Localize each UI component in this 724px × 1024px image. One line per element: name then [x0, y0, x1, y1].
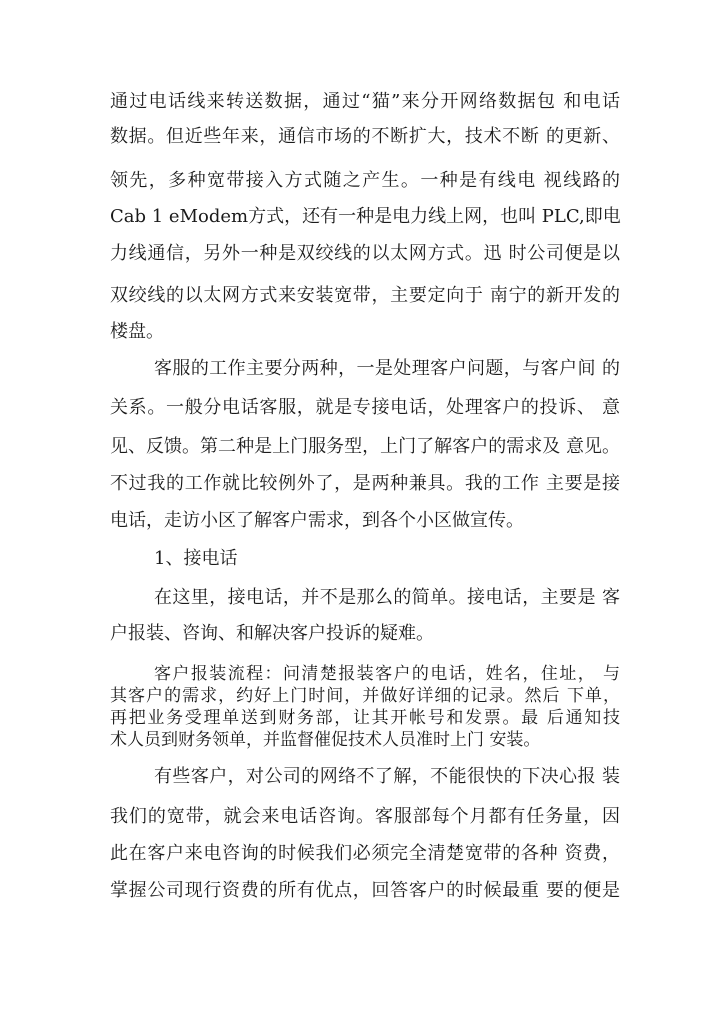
paragraph-1-line-6: 双绞线的以太网方式来安装宽带，主要定向于 南宁的新开发的: [110, 285, 620, 306]
paragraph-1-line-5: 力线通信，另外一种是双绞线的以太网方式。迅 时公司便是以: [110, 243, 620, 264]
paragraph-2-line-2: 关系。一般分电话客服，就是专接电话，处理客户的投诉、 意: [110, 397, 620, 418]
paragraph-1-line-4: Cab 1 eModem方式，还有一种是电力线上网，也叫 PLC,即电: [110, 206, 621, 227]
paragraph-1-line-2: 数据。但近些年来，通信市场的不断扩大，技术不断 的更新、: [110, 126, 620, 147]
paragraph-2-line-5: 电话，走访小区了解客户需求，到各个小区做宣传。: [110, 510, 524, 531]
paragraph-2-line-1: 客服的工作主要分两种，一是处理客户问题，与客户间 的: [154, 358, 620, 379]
paragraph-4-line-2: 其客户的需求，约好上门时间，并做好详细的记录。然后 下单，: [110, 686, 620, 706]
paragraph-1-line-1: 通过电话线来转送数据，通过“猫”来分开网络数据包 和电话: [110, 91, 620, 112]
paragraph-4-line-3: 再把业务受理单送到财务部，让其开帐号和发票。最 后通知技: [110, 708, 620, 728]
paragraph-5-line-1: 有些客户，对公司的网络不了解，不能很快的下决心报 装: [154, 766, 620, 787]
paragraph-4-line-4: 术人员到财务领单，并监督催促技术人员准时上门 安装。: [110, 730, 541, 750]
section-heading: 1、接电话: [154, 548, 238, 569]
paragraph-5-line-2: 我们的宽带，就会来电话咨询。客服部每个月都有任务量，因: [110, 806, 620, 827]
paragraph-4-line-1: 客户报装流程：问清楚报装客户的电话，姓名，住址， 与: [154, 664, 620, 684]
paragraph-3-line-2: 户报装、咨询、和解决客户投诉的疑难。: [110, 623, 434, 644]
paragraph-2-line-3: 见、反馈。第二种是上门服务型，上门了解客户的需求及 意见。: [110, 436, 620, 457]
paragraph-1-line-3: 领先，多种宽带接入方式随之产生。一种是有线电 视线路的: [110, 170, 620, 191]
paragraph-1-line-7: 楼盘。: [110, 321, 164, 342]
paragraph-5-line-3: 此在客户来电咨询的时候我们必须完全清楚宽带的各种 资费，: [110, 843, 620, 864]
paragraph-5-line-4: 掌握公司现行资费的所有优点，回答客户的时候最重 要的便是: [110, 880, 620, 901]
paragraph-2-line-4: 不过我的工作就比较例外了，是两种兼具。我的工作 主要是接: [110, 473, 620, 494]
paragraph-3-line-1: 在这里，接电话，并不是那么的简单。接电话，主要是 客: [154, 587, 620, 608]
